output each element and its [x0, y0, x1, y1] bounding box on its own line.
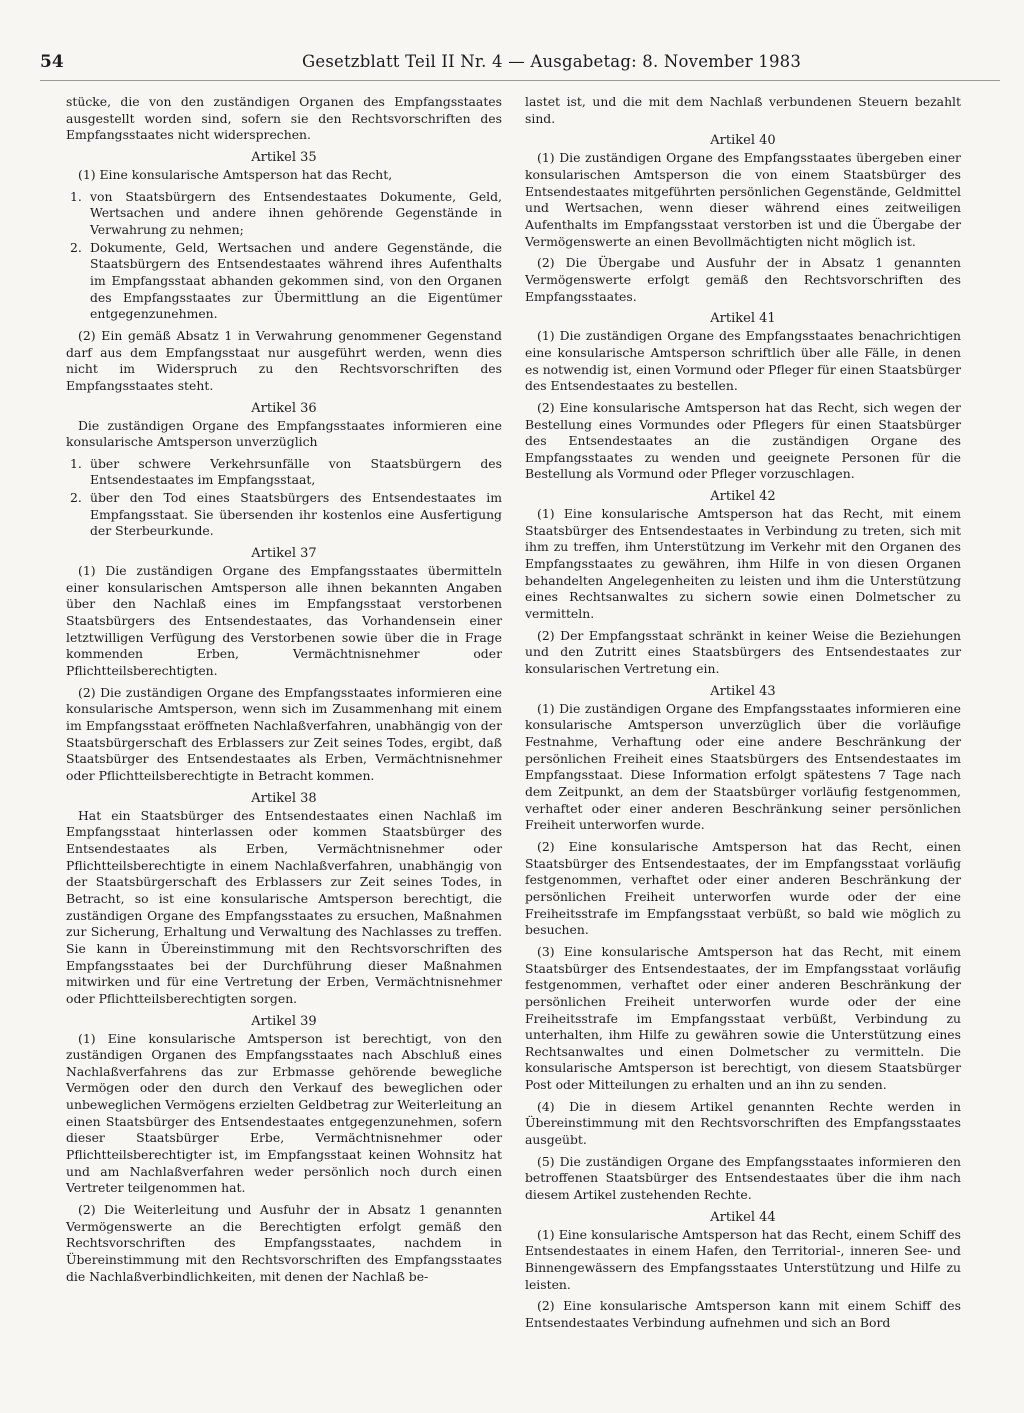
article-42-heading: Artikel 42 [710, 489, 776, 505]
article-37-heading: Artikel 37 [251, 546, 317, 562]
article-35-para-1: (1) Eine konsularische Amtsperson hat das Recht, [78, 166, 393, 182]
article-43-para-3: (3) Eine konsularische Amtsperson hat das Recht, mit einem Staatsbürger des Entsendestaates, der im Empfangsstaat vorläufig festgenommen, verhaftet oder einer anderen Beschränkung der persönlichen Freiheit unterworfen wurde oder der eine Freiheitsstrafe im Empfangsstaat verbüßt, Verbindung zu unterhalten, ihm Hilfe zu gewähren sowie die Unterstützung eines Rechtsanwaltes und einen Dolmetscher zu vermitteln. Die konsularische Amtsperson ist berechtigt, von diesem Staatsbürger Post oder Mitteilungen zu erhalten und an ihn zu senden. [525, 943, 961, 1093]
list-item [66, 240, 502, 323]
gazette-title: Gesetzblatt Teil II Nr. 4 — Ausgabetag: 8. November 1983 [302, 52, 802, 71]
article-43-para-4: (4) Die in diesem Artikel genannten Rechte werden in Übereinstimmung mit den Rechtsvorschriften des Empfangsstaates ausgeübt. [525, 1098, 961, 1148]
article-44-heading: Artikel 44 [710, 1209, 776, 1225]
right-column [525, 94, 961, 1337]
article-39-heading: Artikel 39 [251, 1013, 317, 1029]
list-item [66, 456, 502, 489]
article-43-heading: Artikel 43 [710, 683, 776, 699]
left-column [66, 94, 502, 1290]
article-39-para-2: (2) Die Weiterleitung und Ausfuhr der in Absatz 1 genannten Vermögenswerte an die Berechtigten erfolgt gemäß den Rechtsvorschriften des Empfangsstaates, nachdem in Übereinstimmung mit den Rechtsvorschriften des Empfangsstaates die Nachlaßverbindlichkeiten, mit denen der Nachlaß be- [66, 1202, 502, 1284]
article-35-para-2: (2) Ein gemäß Absatz 1 in Verwahrung genommener Gegenstand darf aus dem Empfangsstaat nur ausgeführt werden, wenn dies nicht im Widerspruch zu den Rechtsvorschriften des Empfangsstaates steht. [66, 327, 502, 393]
list-number: 1. [70, 188, 82, 204]
article-40-para-2: (2) Die Übergabe und Ausfuhr der in Absatz 1 genannten Vermögenswerte erfolgt gemäß den Rechtsvorschriften des Empfangsstaates. [525, 255, 961, 304]
article-36-list [66, 456, 502, 540]
article-42-para-2: (2) Der Empfangsstaat schränkt in keiner Weise die Beziehungen und den Zutritt eines Staatsbürgers des Entsendestaates zur konsularischen Vertretung ein. [525, 627, 961, 677]
list-number: 2. [70, 490, 82, 506]
article-44-para-2: (2) Eine konsularische Amtsperson kann mit einem Schiff des Entsendestaates Verbindung aufnehmen und sich an Bord [525, 1298, 961, 1330]
list-item [66, 490, 502, 540]
article-43-para-2: (2) Eine konsularische Amtsperson hat das Recht, einen Staatsbürger des Entsendestaates, der im Empfangsstaat vorläufig festgenommen, verhaftet oder einer anderen Beschränkung der persönlichen Freiheit unterworfen wurde oder der eine Freiheitsstrafe im Empfangsstaat verbüßt, so bald wie möglich zu besuchen. [525, 838, 961, 938]
page-number: 54 [40, 52, 64, 72]
list-text: über den Tod eines Staatsbürgers des Entsendestaates im Empfangsstaat. Sie übersenden ihr kostenlos eine Ausfertigung der Sterbeurkunde. [90, 490, 502, 539]
article-42-para-1: (1) Eine konsularische Amtsperson hat das Recht, mit einem Staatsbürger des Entsendestaates in Verbindung zu treten, sich mit ihm zu treffen, ihm Unterstützung im Verkehr mit den Organen des Empfangsstaates zu gewähren, ihm Hilfe in von diesen Organen behandelten Angelegenheiten zu leisten und ihm die Unterstützung eines Rechtsanwaltes zu sichern sowie einen Dolmetscher zu vermitteln. [525, 506, 961, 622]
list-item [66, 189, 502, 239]
article-43-para-5: (5) Die zuständigen Organe des Empfangsstaates informieren den betroffenen Staatsbürger des Entsendestaates über die ihm nach diesem Artikel zustehenden Rechte. [525, 1153, 961, 1203]
list-text: von Staatsbürgern des Entsendestaates Dokumente, Geld, Wertsachen und andere ihnen gehörende Gegenstände in Verwahrung zu nehmen; [90, 188, 502, 237]
article-35-list [66, 189, 502, 323]
header-rule [40, 80, 1000, 81]
article-40-para-1: (1) Die zuständigen Organe des Empfangsstaates übergeben einer konsularischen Amtsperson die von einem Staatsbürger des Entsendestaates mitgeführten persönlichen Gegenstände, Geldmittel und Wertsachen, wenn dieser während eines zeitweiligen Aufenthalts im Empfangsstaat verstorben ist und die Übergabe der Vermögenswerte an einen Bevollmächtigten nicht möglich ist. [525, 150, 961, 249]
article-39-para-1: (1) Eine konsularische Amtsperson ist berechtigt, von den zuständigen Organen des Empfangsstaates nach Abschluß eines Nachlaßverfahrens das zur Erbmasse gehörende bewegliche Vermögen oder den durch den Verkauf des beweglichen oder unbeweglichen Vermögens erzielten Geldbetrag zur Weiterleitung an einen Staatsbürger des Entsendestaates entgegenzunehmen, sofern dieser Staatsbürger Erbe, Vermächtnisnehmer oder Pflichtteilsberechtigter ist, im Empfangsstaat keinen Wohnsitz hat und am Nachlaßverfahren weder persönlich noch durch einen Vertreter teilgenommen hat. [66, 1030, 502, 1196]
page-header [40, 52, 1000, 78]
continued-paragraph: stücke, die von den zuständigen Organen des Empfangsstaates ausgestellt worden sind, sofern sie den Rechtsvorschriften des Empfangsstaates nicht widersprechen. [66, 94, 502, 143]
list-number: 1. [70, 455, 82, 471]
article-41-para-2: (2) Eine konsularische Amtsperson hat das Recht, sich wegen der Bestellung eines Vormundes oder Pflegers für einen Staatsbürger des Entsendestaates an die zuständigen Organe des Empfangsstaates zu wenden und geeignete Personen für die Bestellung als Vormund oder Pfleger vorzuschlagen. [525, 399, 961, 482]
list-number: 2. [70, 239, 82, 255]
article-36-para-1: Die zuständigen Organe des Empfangsstaates informieren eine konsularische Amtsperson unverzüglich [66, 417, 502, 450]
article-41-para-1: (1) Die zuständigen Organe des Empfangsstaates benachrichtigen eine konsularische Amtsperson schriftlich über alle Fälle, in denen es notwendig ist, einen Vormund oder Pfleger für einen Staatsbürger des Entsendestaates zu bestellen. [525, 328, 961, 394]
article-36-heading: Artikel 36 [251, 400, 317, 416]
article-37-para-2: (2) Die zuständigen Organe des Empfangsstaates informieren eine konsularische Amtsperson, wenn sich im Zusammenhang mit einem im Empfangsstaat eröffneten Nachlaßverfahren, unabhängig von der Staatsbürgerschaft des Erblassers zur Zeit seines Todes, ergibt, daß Staatsbürger des Entsendestaates als Erben, Vermächtnisnehmer oder Pflichtteilsberechtigte in Betracht kommen. [66, 684, 502, 783]
article-37-para-1: (1) Die zuständigen Organe des Empfangsstaates übermitteln einer konsularischen Amtsperson alle ihnen bekannten Angaben über den Nachlaß eines im Empfangsstaat verstorbenen Staatsbürgers des Entsendestaates, das Vorhandensein einer letztwilligen Verfügung des Verstorbenen sowie über die in Frage kommenden Erben, Vermächtnisnehmer oder Pflichtteilsberechtigten. [66, 563, 502, 679]
article-43-para-1: (1) Die zuständigen Organe des Empfangsstaates informieren eine konsularische Amtsperson unverzüglich über die vorläufige Festnahme, Verhaftung oder eine andere Beschränkung der persönlichen Freiheit eines Staatsbürgers des Entsendestaates im Empfangsstaat. Diese Information erfolgt spätestens 7 Tage nach dem Zeitpunkt, an dem der Staatsbürger vorläufig festgenommen, verhaftet oder einer anderen Beschränkung seiner persönlichen Freiheit unterworfen wurde. [525, 700, 961, 833]
article-38-heading: Artikel 38 [251, 790, 317, 806]
article-44-para-1: (1) Eine konsularische Amtsperson hat das Recht, einem Schiff des Entsendestaates in einem Hafen, den Territorial-, inneren See- und Binnengewässern des Empfangsstaates Unterstützung und Hilfe zu leisten. [525, 1226, 961, 1292]
list-text: Dokumente, Geld, Wertsachen und andere Gegenstände, die Staatsbürgern des Entsendestaates während ihres Aufenthalts im Empfangsstaat abhanden gekommen sind, von den Organen des Empfangsstaates zur Übermittlung an die Eigentümer entgegenzunehmen. [90, 239, 502, 322]
article-41-heading: Artikel 41 [710, 311, 776, 327]
list-text: über schwere Verkehrsunfälle von Staatsbürgern des Entsendestaates im Empfangsstaat, [90, 455, 502, 488]
article-40-heading: Artikel 40 [710, 133, 776, 149]
article-38-para-1: Hat ein Staatsbürger des Entsendestaates einen Nachlaß im Empfangsstaat hinterlassen oder kommen Staatsbürger des Entsendestaates als Erben, Vermächtnisnehmer oder Pflichtteilsberechtigte in einem Nachlaßverfahren, unabhängig von der Staatsbürgerschaft des Erblassers zur Zeit seines Todes, in Betracht, so ist eine konsularische Amtsperson berechtigt, die zuständigen Organe des Empfangsstaates zu ersuchen, Maßnahmen zur Sicherung, Erhaltung und Verwaltung des Nachlasses zu treffen. Sie kann in Übereinstimmung mit den Rechtsvorschriften des Empfangsstaates bei der Durchführung dieser Maßnahmen mitwirken und für eine Vertretung der Erben, Vermächtnisnehmer oder Pflichtteilsberechtigten sorgen. [66, 807, 502, 1006]
continued-paragraph: lastet ist, und die mit dem Nachlaß verbundenen Steuern bezahlt sind. [525, 94, 961, 126]
article-35-heading: Artikel 35 [251, 149, 317, 165]
